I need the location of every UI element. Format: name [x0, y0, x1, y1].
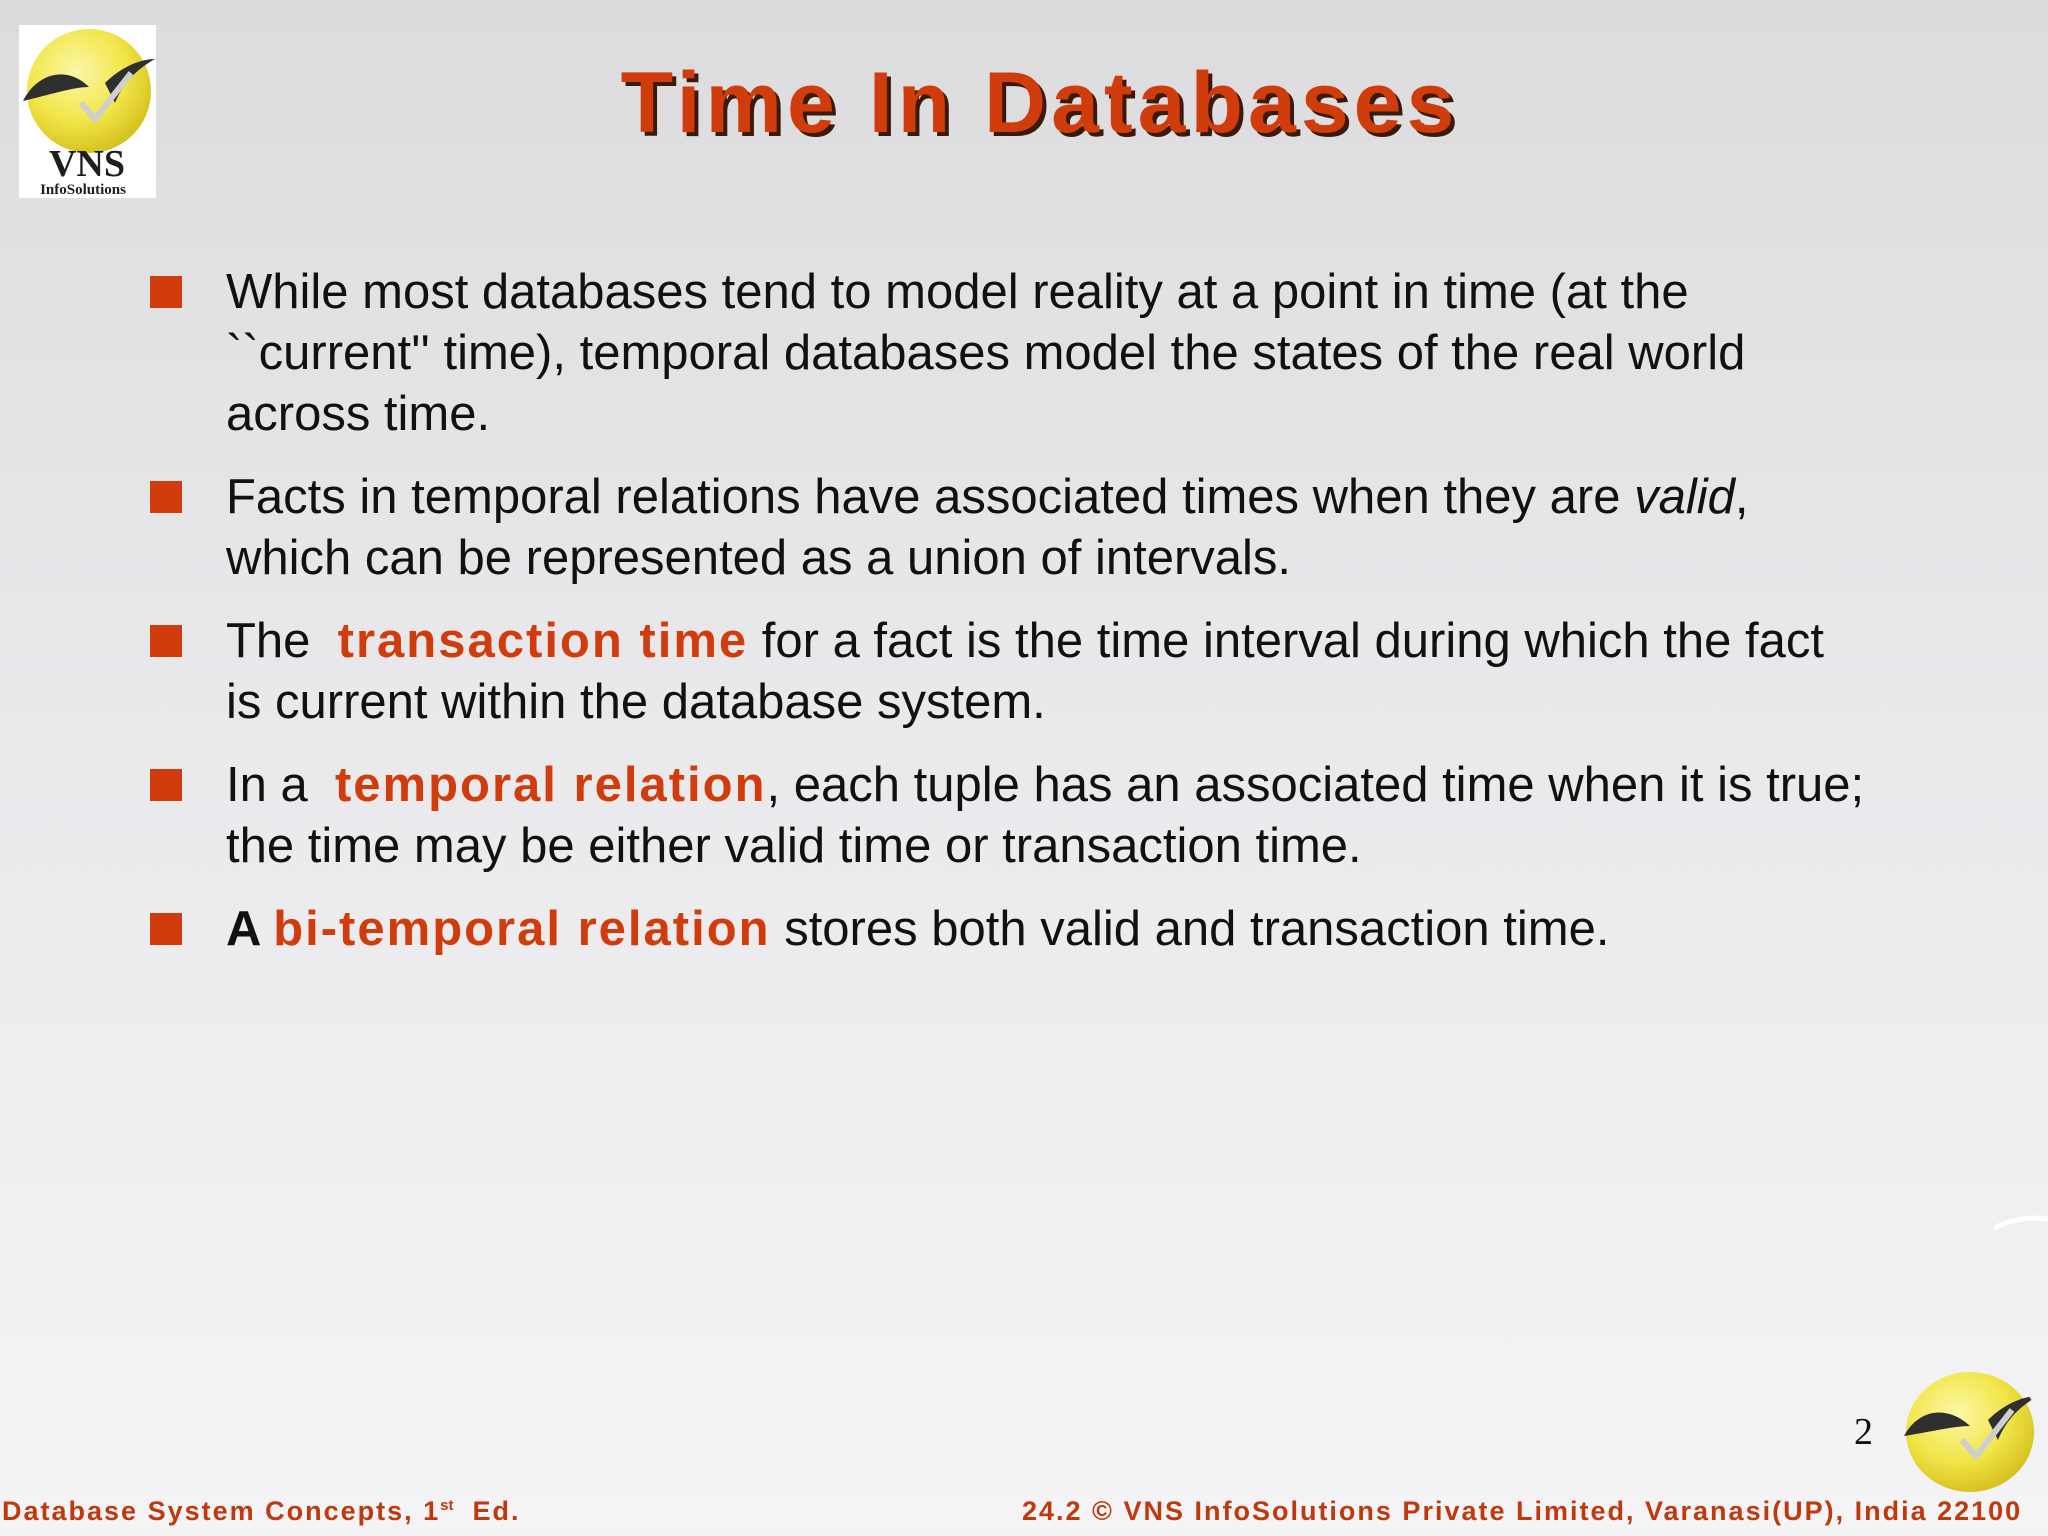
bullet-square-icon: [150, 769, 182, 801]
bullet-text: for a fact is the time interval during which the fact is current within the database system.: [226, 614, 1838, 729]
footer-edition-suffix: Ed.: [453, 1496, 521, 1526]
bullet-item: [148, 899, 1868, 960]
bullet-item: [148, 755, 1878, 877]
bullet-text: In a: [226, 758, 335, 812]
bullet-text: valid: [1634, 470, 1735, 524]
swoosh-decoration: [1994, 1214, 2048, 1234]
bullet-item: [148, 467, 1868, 589]
logo-subtext: InfoSolutions: [40, 182, 126, 198]
slide-title: Time In Databases: [620, 55, 1460, 151]
highlighted-term: bi-temporal relation: [273, 902, 771, 956]
bullet-square-icon: [150, 625, 182, 657]
bullet-text: stores both valid and transaction time.: [770, 902, 1610, 956]
bullet-text: , which can be represented as a union of intervals.: [226, 470, 1763, 585]
highlighted-term: transaction time: [337, 614, 749, 668]
bullet-text: Facts in temporal relations have associated times when they are: [226, 470, 1635, 524]
footer-right: 24.2 © VNS InfoSolutions Private Limited, Varanasi(UP), India 22100: [1022, 1496, 2023, 1526]
highlighted-term: temporal relation: [334, 758, 767, 812]
bullet-text: A: [226, 902, 274, 956]
bullet-text: While most databases tend to model reality at a point in time (at the ``current'' time), temporal databases model the states of the real world across time.: [226, 265, 1759, 441]
logo-text: VNS: [48, 143, 126, 185]
footer-left: [2, 1496, 521, 1527]
bullet-square-icon: [150, 913, 182, 945]
bullet-item: [148, 611, 1868, 733]
bullet-square-icon: [150, 481, 182, 513]
bullet-square-icon: [150, 276, 182, 308]
footer-book-title: Database System Concepts, 1: [2, 1496, 441, 1526]
bullet-item: [148, 262, 1868, 445]
vns-logo-small-icon: [1898, 1366, 2040, 1496]
bullet-text: , each tuple has an associated time when it is true; the time may be either valid time or transaction time.: [226, 758, 1878, 873]
bullet-text: The: [226, 614, 338, 668]
bullet-list: [148, 262, 1878, 982]
footer-edition-sup: st: [440, 1497, 454, 1514]
page-number: 2: [1854, 1411, 1873, 1453]
